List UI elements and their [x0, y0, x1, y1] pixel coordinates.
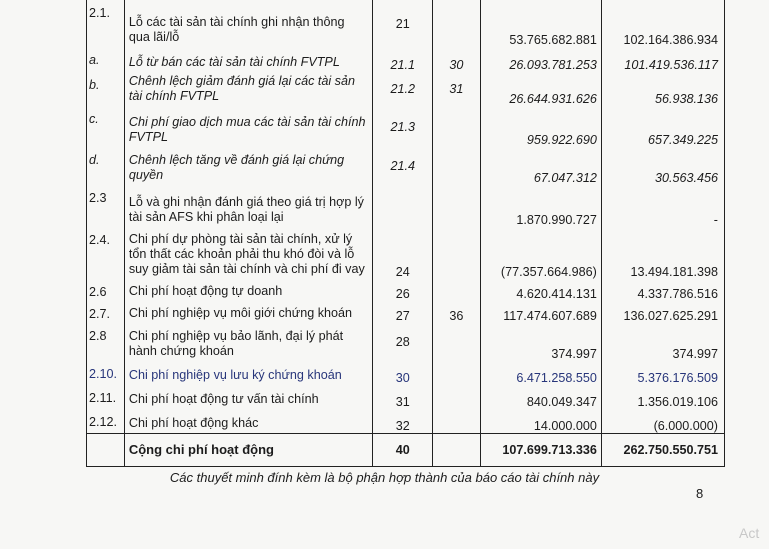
- item-code: [373, 185, 433, 227]
- current-period-value: 14.000.000: [480, 409, 601, 433]
- item-number: a.: [87, 47, 125, 72]
- item-number: 2.3: [87, 185, 125, 227]
- item-code: 30: [373, 361, 433, 385]
- current-period-value: 1.870.990.727: [480, 185, 601, 227]
- item-description: Chi phí hoạt động tự doanh: [124, 279, 373, 301]
- item-code: 21.4: [373, 147, 433, 185]
- item-description: Chi phí nghiệp vụ bảo lãnh, đại lý phát hành chứng khoán: [124, 323, 373, 361]
- previous-period-value: 657.349.225: [601, 106, 724, 147]
- table-row: [87, 279, 725, 301]
- current-period-value: 26.093.781.253: [480, 47, 601, 72]
- item-note: 36: [433, 301, 481, 323]
- item-note: [433, 409, 481, 433]
- previous-period-value: -: [601, 185, 724, 227]
- item-code: 21: [373, 0, 433, 47]
- total-current-value: 107.699.713.336: [480, 433, 601, 466]
- footer-note: Các thuyết minh đính kèm là bộ phận hợp thành của báo cáo tài chính này: [169, 470, 600, 485]
- item-description: Lỗ và ghi nhận đánh giá theo giá trị hợp lý tài sản AFS khi phân loại lại: [124, 185, 373, 227]
- item-code: 21.2: [373, 72, 433, 106]
- table-row: [87, 47, 725, 72]
- item-code: 27: [373, 301, 433, 323]
- item-description: Chi phí hoạt động khác: [124, 409, 373, 433]
- item-number: 2.6: [87, 279, 125, 301]
- previous-period-value: 4.337.786.516: [601, 279, 724, 301]
- previous-period-value: 1.356.019.106: [601, 385, 724, 409]
- current-period-value: 67.047.312: [480, 147, 601, 185]
- item-description: Chênh lệch giảm đánh giá lại các tài sản tài chính FVTPL: [124, 72, 373, 106]
- table-row: [87, 385, 725, 409]
- item-note: [433, 0, 481, 47]
- item-description: Chi phí giao dịch mua các tài sản tài chính FVTPL: [124, 106, 373, 147]
- current-period-value: (77.357.664.986): [480, 227, 601, 279]
- table-row: [87, 323, 725, 361]
- item-number: c.: [87, 106, 125, 147]
- table-row: [87, 409, 725, 433]
- item-note: 30: [433, 47, 481, 72]
- item-description: Lỗ các tài sản tài chính ghi nhận thông qua lãi/lỗ: [124, 0, 373, 47]
- item-number: 2.10.: [87, 361, 125, 385]
- current-period-value: 374.997: [480, 323, 601, 361]
- current-period-value: 26.644.931.626: [480, 72, 601, 106]
- previous-period-value: 30.563.456: [601, 147, 724, 185]
- item-code: 28: [373, 323, 433, 361]
- previous-period-value: (6.000.000): [601, 409, 724, 433]
- item-description: Chi phí nghiệp vụ môi giới chứng khoán: [124, 301, 373, 323]
- total-note: [433, 433, 481, 466]
- item-note: [433, 106, 481, 147]
- item-number: d.: [87, 147, 125, 185]
- item-note: [433, 185, 481, 227]
- total-previous-value: 262.750.550.751: [601, 433, 724, 466]
- table-row: [87, 106, 725, 147]
- previous-period-value: 374.997: [601, 323, 724, 361]
- table-row: [87, 361, 725, 385]
- total-description: Cộng chi phí hoạt động: [124, 433, 373, 466]
- previous-period-value: 5.376.176.509: [601, 361, 724, 385]
- item-code: 31: [373, 385, 433, 409]
- item-description: Chi phí nghiệp vụ lưu ký chứng khoán: [124, 361, 373, 385]
- item-number: 2.11.: [87, 385, 125, 409]
- item-note: [433, 227, 481, 279]
- previous-period-value: 136.027.625.291: [601, 301, 724, 323]
- item-code: 24: [373, 227, 433, 279]
- item-number: b.: [87, 72, 125, 106]
- page-number: 8: [696, 486, 704, 501]
- table-row: [87, 227, 725, 279]
- item-number: 2.4.: [87, 227, 125, 279]
- operating-expenses-table: [86, 0, 725, 467]
- table-row: [87, 72, 725, 106]
- item-code: 26: [373, 279, 433, 301]
- table-row: [87, 301, 725, 323]
- previous-period-value: 102.164.386.934: [601, 0, 724, 47]
- item-description: Chi phí hoạt động tư vấn tài chính: [124, 385, 373, 409]
- current-period-value: 840.049.347: [480, 385, 601, 409]
- current-period-value: 959.922.690: [480, 106, 601, 147]
- item-note: [433, 147, 481, 185]
- current-period-value: 117.474.607.689: [480, 301, 601, 323]
- previous-period-value: 101.419.536.117: [601, 47, 724, 72]
- item-number: 2.1.: [87, 0, 125, 47]
- current-period-value: 53.765.682.881: [480, 0, 601, 47]
- item-description: Chênh lệch tăng về đánh giá lại chứng quyền: [124, 147, 373, 185]
- item-note: [433, 279, 481, 301]
- item-description: Lỗ từ bán các tài sản tài chính FVTPL: [124, 47, 373, 72]
- item-note: [433, 323, 481, 361]
- item-note: 31: [433, 72, 481, 106]
- item-number: 2.8: [87, 323, 125, 361]
- previous-period-value: 56.938.136: [601, 72, 724, 106]
- previous-period-value: 13.494.181.398: [601, 227, 724, 279]
- table-row: [87, 0, 725, 47]
- table-row: [87, 185, 725, 227]
- item-number: 2.7.: [87, 301, 125, 323]
- item-note: [433, 385, 481, 409]
- total-row: [87, 433, 725, 466]
- current-period-value: 6.471.258.550: [480, 361, 601, 385]
- total-code: 40: [373, 433, 433, 466]
- item-note: [433, 361, 481, 385]
- total-number: [87, 433, 125, 466]
- item-number: 2.12.: [87, 409, 125, 433]
- current-period-value: 4.620.414.131: [480, 279, 601, 301]
- item-description: Chi phí dự phòng tài sản tài chính, xử lý tổn thất các khoản phải thu khó đòi và lỗ suy giảm tài sản tài chính và chi phí đi vay: [124, 227, 373, 279]
- item-code: 21.3: [373, 106, 433, 147]
- item-code: 32: [373, 409, 433, 433]
- item-code: 21.1: [373, 47, 433, 72]
- table-row: [87, 147, 725, 185]
- activation-watermark: Act: [739, 525, 760, 541]
